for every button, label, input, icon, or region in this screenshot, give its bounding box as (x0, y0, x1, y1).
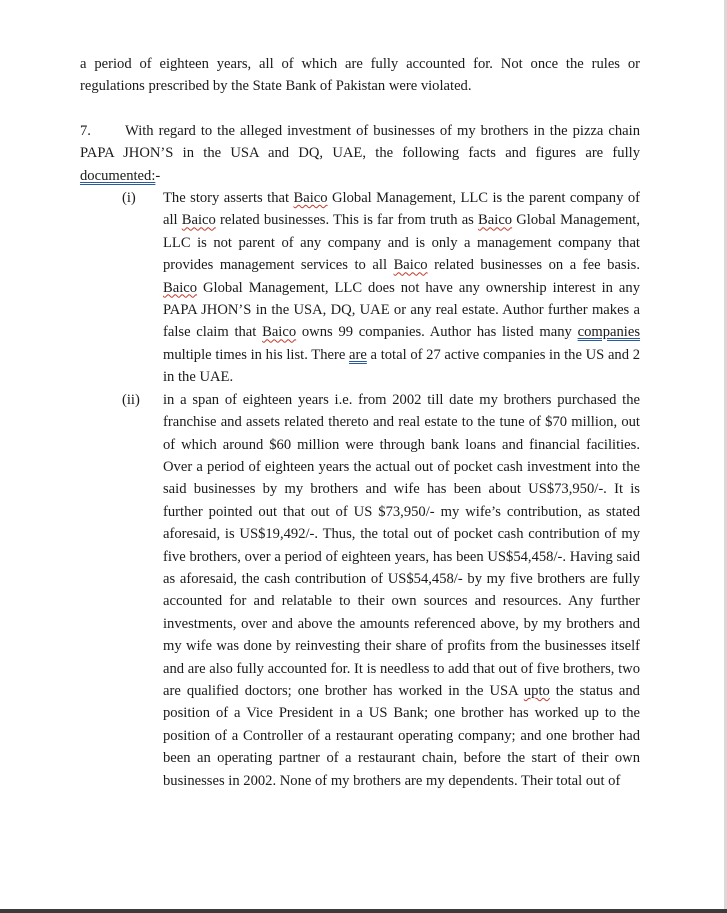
grammar-flagged-word: are (349, 346, 367, 363)
spelling-flagged-word: Baico (478, 212, 513, 229)
spelling-flagged-word: upto (523, 682, 550, 699)
intro-text: a period of eighteen years, all of which are fully accounted for. Not once the rules or regulations prescribed by the State Bank of Pakistan were violated. (80, 56, 640, 95)
page-edge-bottom (0, 909, 727, 913)
spelling-flagged-word: Baico (293, 190, 328, 207)
sub-item-text: Global Management, LLC is not parent of any company and is only a management company that provides management services to all (163, 212, 640, 274)
sub-item-text: owns 99 companies. Author has listed many (296, 324, 578, 341)
document-body (80, 53, 640, 792)
paragraph-number: 7. (80, 122, 91, 139)
spelling-flagged-word: Baico (163, 279, 198, 296)
paragraph-7-trailing: - (155, 167, 161, 184)
sub-item-text: related businesses on a fee basis. (427, 257, 641, 274)
spelling-flagged-word: Baico (262, 324, 297, 341)
paragraph-7-text: With regard to the alleged investment of businesses of my brothers in the pizza chain PAPA JHON’S in the USA and DQ, UAE, the following facts and figures are fully (80, 122, 640, 162)
sub-item-marker: (i) (122, 190, 136, 207)
sub-item-text: related businesses. This is far from truth as (215, 212, 479, 229)
sub-item-text: Global Management, LLC is the parent company of all (163, 190, 640, 229)
sub-item-text: a total of 27 active companies in the US and 2 in the UAE. (163, 346, 640, 386)
sub-item-text: Global Management, LLC does not have any ownership interest in any PAPA JHON’S in the USA, DQ, UAE or any real estate. Author further makes a false claim that (163, 279, 640, 341)
sub-item-text: the status and position of a Vice President in a US Bank; one brother has worked up to the position of a Controller of a restaurant operating company; and one brother had been an operating partner of a restaurant chain, before the start of their own businesses in 2002. None of my brothers are my dependents. Their total out of (163, 682, 640, 789)
grammar-flagged-word: companies (577, 324, 641, 341)
sub-item-marker: (ii) (122, 391, 140, 408)
spelling-flagged-word: Baico (393, 257, 428, 274)
flagged-word: documented: (80, 167, 156, 184)
paragraph-7 (80, 120, 640, 187)
sub-item-list (80, 187, 640, 792)
sub-item-text: in a span of eighteen years i.e. from 2002 till date my brothers purchased the franchise and assets related thereto and real estate to the tune of $70 million, out of which around $60 million were through bank loans and financial facilities. Over a period of eighteen years the actual out of pocket cash investment into the said businesses by my brothers and wife has been about US$73,950/-. It is further pointed out that out of US $73,950/- my wife’s contribution, as stated aforesaid, is US$19,492/-. Thus, the total out of pocket cash contribution of my five brothers, over a period of eighteen years, has been US$54,458/-. Having said as aforesaid, the cash contribution of US$54,458/- by my five brothers are fully accounted for and relatable to their own sources and resources. Any further investments, over and above the amounts referenced above, by my brothers and my wife was done by reinvesting their share of profits from the businesses itself and are also fully accounted for. It is needless to add that out of five brothers, two are qualified doctors; one brother has worked in the USA (163, 391, 640, 699)
sub-item (80, 187, 640, 389)
sub-item (80, 389, 640, 792)
intro-paragraph (80, 53, 640, 98)
sub-item-text: multiple times in his list. There (163, 346, 350, 363)
spelling-flagged-word: Baico (181, 212, 216, 229)
sub-item-text: The story asserts that (163, 190, 294, 207)
